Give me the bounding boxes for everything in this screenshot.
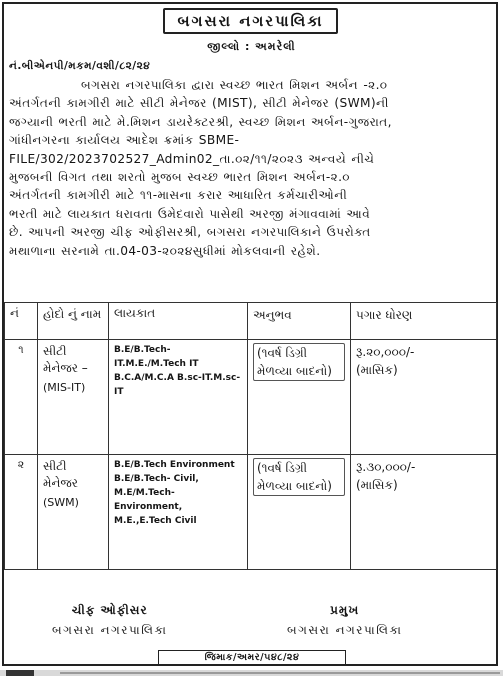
chief-officer-title: ચીફ ઓફીસર bbox=[71, 603, 148, 617]
body-line: અંતર્ગતની કામગીરી માટે સીટી મેનેજર (MIST), સીટી મેનેજર (SWM)ની bbox=[9, 96, 389, 111]
body-line: FILE/302/2023702527_Admin02_તા.૦૨/૧૧/૨૦૨૩ અન્વયે નીચે bbox=[9, 151, 375, 166]
body-line: ગાંધીનગરના કાર્યાલય આદેશ ક્રમાંક SBME- bbox=[9, 133, 240, 148]
body-line: જગ્યાની ભરતી માટે મે.મિશન ડાયરેક્ટરશ્રી, સ્વચ્છ મિશન અર્બન-ગુજરાત, bbox=[9, 114, 392, 129]
header-experience: અનુભવ bbox=[248, 303, 351, 340]
scan-edge-line bbox=[60, 672, 500, 674]
row-qualification: B.E/B.Tech Environment B.E/B.Tech- Civil, M.E/M.Tech-Environment, M.E.,E.Tech Civil bbox=[109, 455, 248, 570]
row-no: ૧ bbox=[5, 340, 38, 455]
table-row bbox=[5, 340, 497, 455]
body-line: મુજબની વિગત તથા શરતો મુજબ સ્વચ્છ ભારત મિશન અર્બન-૨.૦ bbox=[9, 170, 350, 185]
notice-body bbox=[9, 76, 493, 260]
row-post bbox=[38, 340, 109, 455]
body-line: મથાળાના સરનામે તા.04-03-૨૦૨૪સુધીમાં મોકલવાની રહેશે. bbox=[9, 243, 321, 258]
experience-text: (૧વર્ષ ડિગ્રી મેળવ્યા બાદનો) bbox=[253, 458, 345, 496]
title-text: બગસરા નગરપાલિકા bbox=[177, 12, 324, 30]
pay-basis: (માસિક) bbox=[356, 478, 398, 492]
president-org: બગસરા નગરપાલિકા bbox=[287, 623, 403, 637]
table-header-row bbox=[5, 303, 497, 340]
pay-amount: રૂ.૨૦,૦૦૦/- bbox=[356, 345, 415, 359]
header-pay: પગાર ધોરણ bbox=[351, 303, 497, 340]
row-pay bbox=[351, 455, 497, 570]
chief-officer-org: બગસરા નગરપાલિકા bbox=[52, 623, 168, 637]
header-no: નં bbox=[5, 303, 38, 340]
reference-number: નં.બીએનપી/મકમ/વશી/૮૨/૨૪ bbox=[9, 60, 151, 72]
row-no: ૨ bbox=[5, 455, 38, 570]
body-line: છે. આપની અરજી ચીફ ઓફીસરશ્રી, બગસરા નગરપાલિકાને ઉપરોક્ત bbox=[9, 225, 371, 240]
body-line: બગસરા નગરપાલિકા દ્વારા સ્વચ્છ ભારત મિશન અર્બન -૨.૦ bbox=[81, 78, 388, 92]
header-post: હોદો નું નામ bbox=[38, 303, 109, 340]
row-experience bbox=[248, 455, 351, 570]
post-code: (MIS-IT) bbox=[43, 381, 86, 394]
row-qualification: B.E/B.Tech-IT.M.E./M.Tech IT B.C.A/M.C.A B.sc-IT.M.sc-IT bbox=[109, 340, 248, 455]
experience-text: (૧વર્ષ ડિગ્રી મેળવ્યા બાદનો) bbox=[253, 343, 345, 381]
president-title: પ્રમુખ bbox=[330, 603, 360, 617]
post-name: સીટી મેનેજર bbox=[43, 459, 78, 490]
posts-table bbox=[4, 302, 497, 570]
district-line: જીલ્લો : અમરેલી bbox=[207, 40, 296, 53]
table-row bbox=[5, 455, 497, 570]
header-qualification: લાયકાત bbox=[109, 303, 248, 340]
row-post bbox=[38, 455, 109, 570]
pay-amount: રૂ.૩૦,૦૦૦/- bbox=[356, 460, 416, 474]
body-line: અંતર્ગતની કામગીરી માટે ૧૧-માસના કરાર આધારિત કર્મચારીઓની bbox=[9, 188, 348, 203]
pay-basis: (માસિક) bbox=[356, 363, 398, 377]
post-name: સીટી મેનેજર – bbox=[43, 344, 88, 375]
scan-edge-dark bbox=[6, 670, 34, 676]
body-line: ભરતી માટે લાયકાત ધરાવતા ઉમેદવારો પાસેથી અરજી મંગાવવામાં આવે bbox=[9, 206, 371, 221]
scan-edge-strip bbox=[0, 670, 503, 676]
footer-reference: જિમાક/અમર/૫૪૮/૨૪ bbox=[158, 650, 346, 666]
post-code: (SWM) bbox=[43, 496, 79, 509]
row-experience bbox=[248, 340, 351, 455]
notice-title bbox=[163, 8, 338, 34]
signature-area bbox=[4, 590, 497, 650]
president-signature bbox=[287, 600, 402, 640]
chief-officer-signature bbox=[52, 600, 167, 640]
row-pay bbox=[351, 340, 497, 455]
